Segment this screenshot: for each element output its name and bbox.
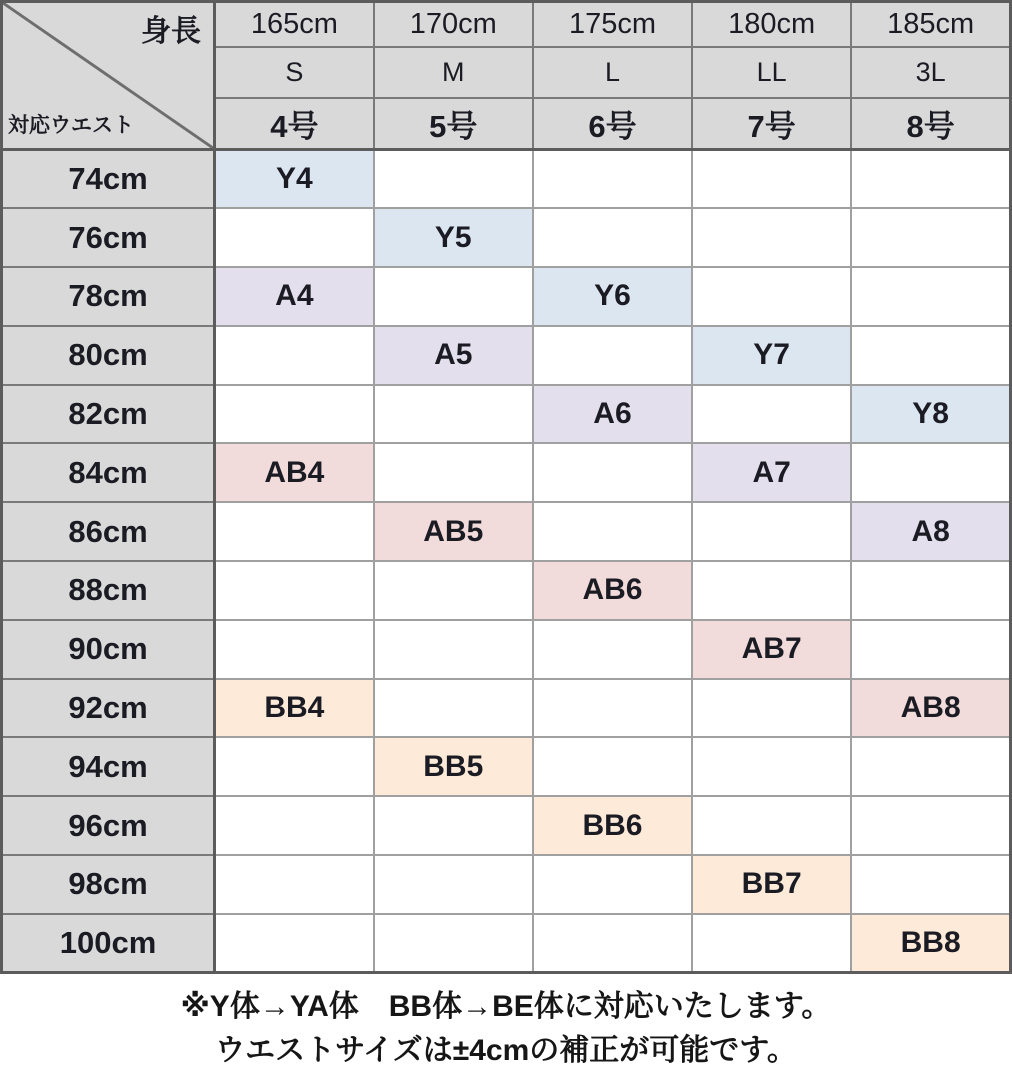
height-header-cell: 180cm <box>692 2 851 47</box>
table-row <box>2 737 1011 796</box>
size-code-cell: BB5 <box>374 737 533 796</box>
table-row <box>2 855 1011 914</box>
empty-cell <box>533 737 692 796</box>
empty-cell <box>851 620 1010 679</box>
empty-cell <box>533 150 692 209</box>
empty-cell <box>692 796 851 855</box>
empty-cell <box>533 443 692 502</box>
empty-cell <box>851 267 1010 326</box>
empty-cell <box>851 855 1010 914</box>
empty-cell <box>374 150 533 209</box>
table-row <box>2 620 1011 679</box>
table-row <box>2 385 1011 444</box>
table-row <box>2 150 1011 209</box>
empty-cell <box>692 679 851 738</box>
table-row <box>2 443 1011 502</box>
empty-cell <box>692 385 851 444</box>
waist-row-header: 80cm <box>2 326 215 385</box>
table-row <box>2 326 1011 385</box>
size-code-cell: Y7 <box>692 326 851 385</box>
empty-cell <box>215 385 374 444</box>
height-header-cell: 185cm <box>851 2 1010 47</box>
empty-cell <box>692 737 851 796</box>
empty-cell <box>215 620 374 679</box>
letter-size-header-cell: 3L <box>851 47 1010 98</box>
size-code-cell: Y5 <box>374 208 533 267</box>
letter-size-header-cell: L <box>533 47 692 98</box>
empty-cell <box>215 561 374 620</box>
waist-row-header: 96cm <box>2 796 215 855</box>
waist-row-header: 84cm <box>2 443 215 502</box>
note-line-2: ウエストサイズは±4cmの補正が可能です。 <box>215 1033 797 1067</box>
empty-cell <box>374 914 533 973</box>
empty-cell <box>215 208 374 267</box>
empty-cell <box>533 326 692 385</box>
waist-row-header: 76cm <box>2 208 215 267</box>
height-header-cell: 165cm <box>215 2 374 47</box>
waist-row-header: 98cm <box>2 855 215 914</box>
empty-cell <box>533 620 692 679</box>
empty-cell <box>215 326 374 385</box>
size-code-cell: BB6 <box>533 796 692 855</box>
waist-row-header: 82cm <box>2 385 215 444</box>
empty-cell <box>215 737 374 796</box>
corner-label-height: 身長 <box>141 15 201 48</box>
size-code-cell: Y6 <box>533 267 692 326</box>
empty-cell <box>533 855 692 914</box>
empty-cell <box>374 855 533 914</box>
empty-cell <box>533 679 692 738</box>
size-code-cell: BB7 <box>692 855 851 914</box>
size-code-cell: A4 <box>215 267 374 326</box>
empty-cell <box>533 914 692 973</box>
table-row <box>2 208 1011 267</box>
waist-row-header: 78cm <box>2 267 215 326</box>
empty-cell <box>692 914 851 973</box>
empty-cell <box>692 267 851 326</box>
size-code-cell: Y4 <box>215 150 374 209</box>
table-row <box>2 914 1011 973</box>
size-code-cell: A7 <box>692 443 851 502</box>
size-code-cell: AB5 <box>374 502 533 561</box>
number-size-header-cell: 8号 <box>851 98 1010 150</box>
size-code-cell: AB8 <box>851 679 1010 738</box>
empty-cell <box>692 561 851 620</box>
size-code-cell: BB4 <box>215 679 374 738</box>
empty-cell <box>215 502 374 561</box>
empty-cell <box>374 679 533 738</box>
empty-cell <box>851 443 1010 502</box>
letter-size-header-cell: S <box>215 47 374 98</box>
waist-row-header: 90cm <box>2 620 215 679</box>
size-code-cell: A5 <box>374 326 533 385</box>
height-header-cell: 175cm <box>533 2 692 47</box>
waist-row-header: 86cm <box>2 502 215 561</box>
empty-cell <box>374 443 533 502</box>
empty-cell <box>851 561 1010 620</box>
empty-cell <box>533 208 692 267</box>
number-size-header-cell: 5号 <box>374 98 533 150</box>
empty-cell <box>851 737 1010 796</box>
empty-cell <box>374 796 533 855</box>
table-row <box>2 561 1011 620</box>
waist-row-header: 74cm <box>2 150 215 209</box>
number-size-header-cell: 7号 <box>692 98 851 150</box>
empty-cell <box>692 150 851 209</box>
size-code-cell: AB6 <box>533 561 692 620</box>
empty-cell <box>692 502 851 561</box>
empty-cell <box>851 150 1010 209</box>
waist-row-header: 100cm <box>2 914 215 973</box>
table-row <box>2 502 1011 561</box>
table-row <box>2 796 1011 855</box>
size-code-cell: AB4 <box>215 443 374 502</box>
notes-area <box>0 974 1012 1080</box>
number-size-header-cell: 6号 <box>533 98 692 150</box>
size-code-cell: A6 <box>533 385 692 444</box>
empty-cell <box>533 502 692 561</box>
table-row <box>2 267 1011 326</box>
empty-cell <box>215 796 374 855</box>
empty-cell <box>374 385 533 444</box>
empty-cell <box>851 796 1010 855</box>
waist-row-header: 94cm <box>2 737 215 796</box>
empty-cell <box>374 620 533 679</box>
note-line-1: ※Y体→YA体 BB体→BE体に対応いたします。 <box>180 989 832 1023</box>
height-header-cell: 170cm <box>374 2 533 47</box>
letter-size-header-cell: LL <box>692 47 851 98</box>
waist-row-header: 92cm <box>2 679 215 738</box>
size-code-cell: BB8 <box>851 914 1010 973</box>
size-code-cell: Y8 <box>851 385 1010 444</box>
empty-cell <box>851 326 1010 385</box>
empty-cell <box>374 561 533 620</box>
empty-cell <box>374 267 533 326</box>
empty-cell <box>215 855 374 914</box>
corner-label-waist: 対応ウエスト <box>8 114 134 137</box>
table-row <box>2 679 1011 738</box>
waist-row-header: 88cm <box>2 561 215 620</box>
empty-cell <box>692 208 851 267</box>
corner-header-cell <box>2 2 215 150</box>
size-code-cell: AB7 <box>692 620 851 679</box>
letter-size-header-cell: M <box>374 47 533 98</box>
size-code-cell: A8 <box>851 502 1010 561</box>
number-size-header-cell: 4号 <box>215 98 374 150</box>
empty-cell <box>215 914 374 973</box>
empty-cell <box>851 208 1010 267</box>
